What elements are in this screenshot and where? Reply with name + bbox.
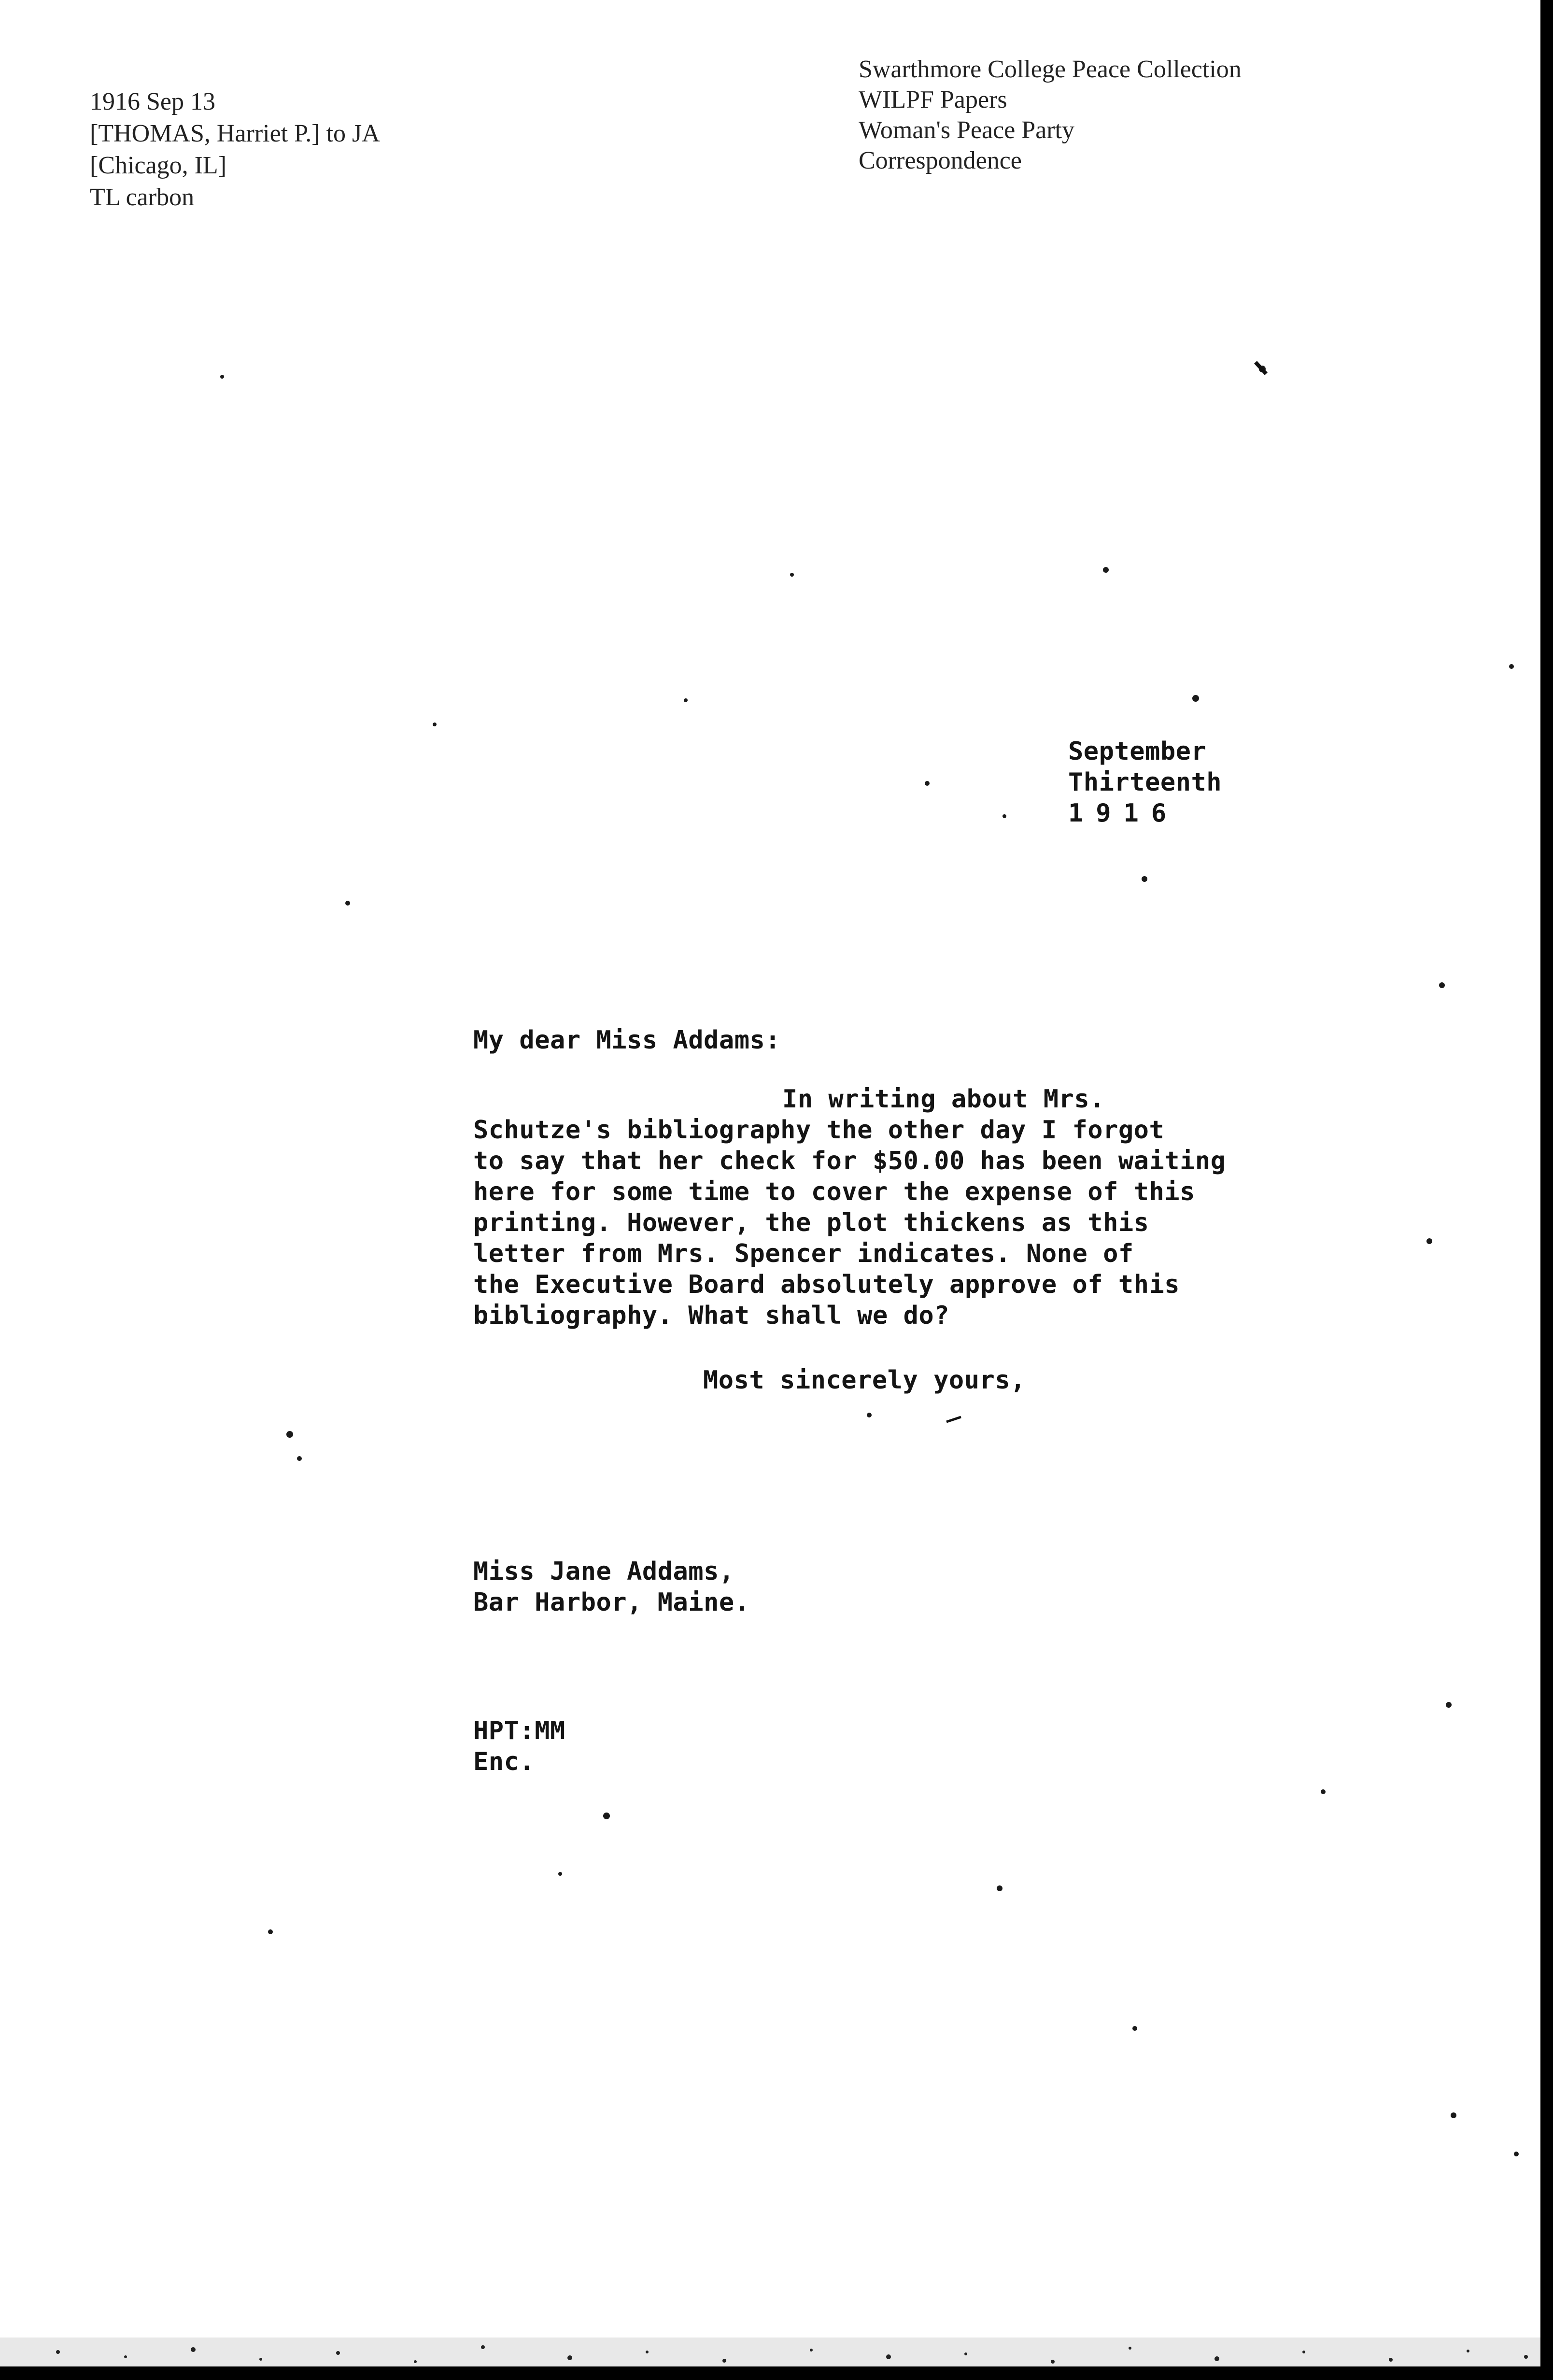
body-line: to say that her check for $50.00 has been waiting [473, 1147, 1226, 1176]
body-line: printing. However, the plot thickens as this [473, 1208, 1149, 1237]
date-day: Thirteenth [1068, 768, 1222, 797]
enclosure-note: Enc. [473, 1747, 535, 1776]
recipient-location: Bar Harbor, Maine. [473, 1588, 750, 1617]
body-line: Schutze's bibliography the other day I forgot [473, 1116, 1165, 1145]
body-line: bibliography. What shall we do? [473, 1301, 950, 1330]
body-line: the Executive Board absolutely approve of this [473, 1270, 1180, 1299]
letter-body [473, 1084, 1226, 1331]
archive-format: TL carbon [90, 184, 195, 211]
collection-name: Swarthmore College Peace Collection [859, 56, 1242, 83]
collection-label [859, 54, 1242, 176]
body-line: here for some time to cover the expense of this [473, 1177, 1195, 1206]
body-line: letter from Mrs. Spencer indicates. None of [473, 1239, 1134, 1268]
collection-subseries: Correspondence [859, 147, 1022, 174]
body-line: In writing about Mrs. [782, 1085, 1105, 1114]
reference-initials: HPT:MM [473, 1716, 565, 1745]
collection-papers: WILPF Papers [859, 86, 1007, 113]
archive-correspondents: [THOMAS, Harriet P.] to JA [90, 120, 380, 147]
reference-block [473, 1715, 565, 1777]
closing: Most sincerely yours, [703, 1366, 1026, 1395]
date-month: September [1068, 737, 1207, 766]
archive-date: 1916 Sep 13 [90, 88, 215, 115]
date-year: 1916 [1068, 799, 1179, 828]
archive-place: [Chicago, IL] [90, 152, 227, 179]
letter-date [1068, 736, 1222, 829]
archive-catalog-label [90, 86, 380, 213]
recipient-name: Miss Jane Addams, [473, 1557, 734, 1586]
collection-series: Woman's Peace Party [859, 116, 1075, 144]
recipient-address [473, 1556, 750, 1618]
salutation: My dear Miss Addams: [473, 1026, 781, 1055]
